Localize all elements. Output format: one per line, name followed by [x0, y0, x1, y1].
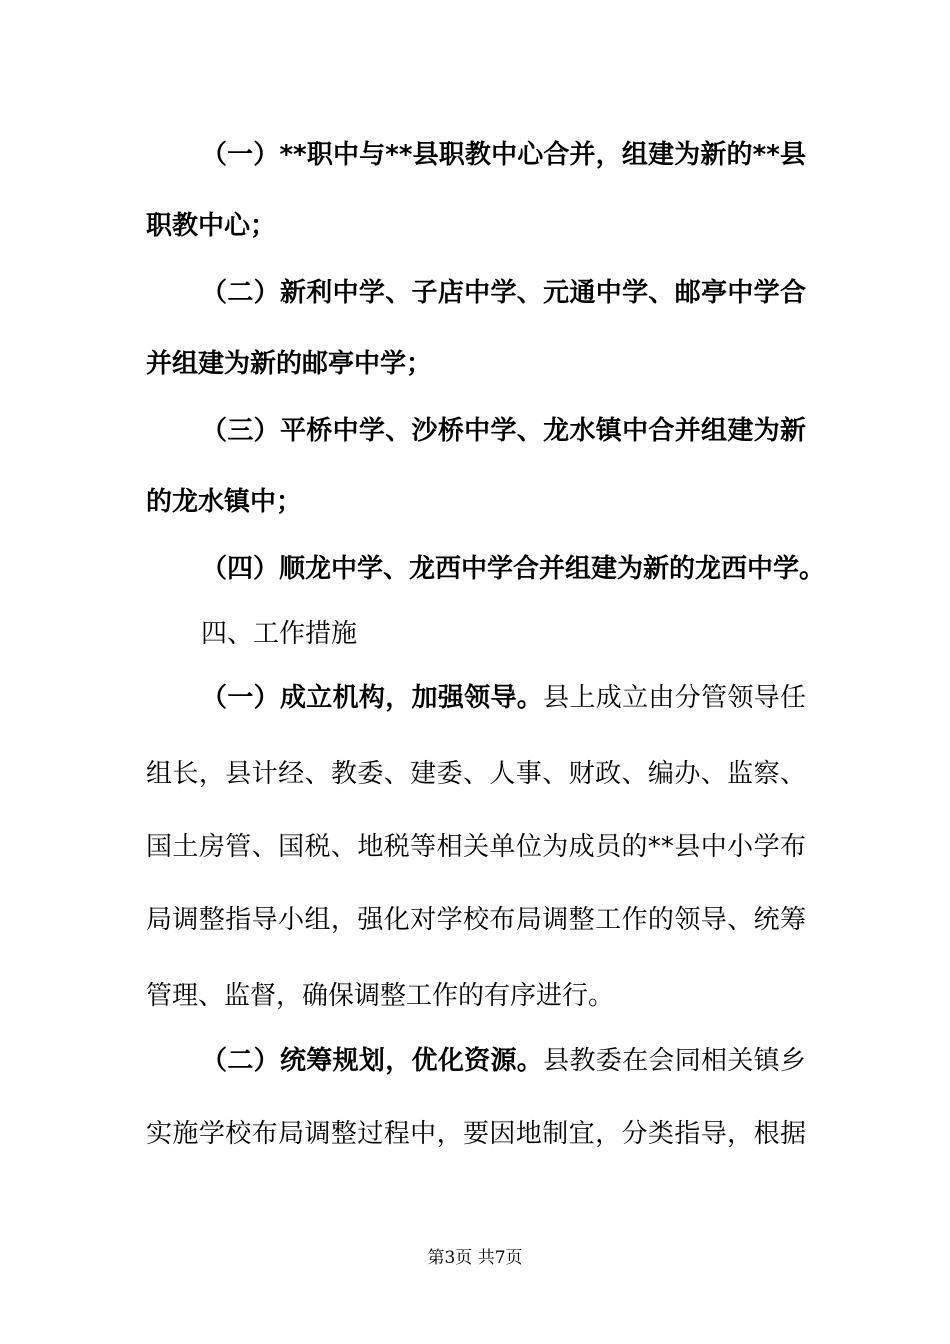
measure-title: （一）成立机构，加强领导。 [201, 683, 544, 713]
paragraph-line: （三）平桥中学、沙桥中学、龙水镇中合并组建为新 [201, 416, 806, 446]
paragraph-line: 并组建为新的邮亭中学； [146, 349, 433, 379]
measure-text: 县上成立由分管领导任 [543, 683, 806, 713]
paragraph-line [201, 682, 806, 714]
paragraph-line: 实施学校布局调整过程中，要因地制宜，分类指导，根据 [146, 1119, 806, 1149]
measure-title: （二）统筹规划，优化资源。 [201, 1046, 544, 1076]
paragraph-line: 职教中心； [146, 211, 277, 241]
paragraph-line: （一）**职中与**县职教中心合并，组建为新的**县 [201, 140, 806, 170]
paragraph-line [201, 1045, 806, 1077]
paragraph-line: 国土房管、国税、地税等相关单位为成员的**县中小学布 [146, 832, 806, 862]
section-heading: 四、工作措施 [201, 619, 358, 649]
paragraph-line: （二）新利中学、子店中学、元通中学、邮亭中学合 [201, 278, 806, 308]
paragraph-line: 局调整指导小组，强化对学校布局调整工作的领导、统筹 [146, 905, 806, 935]
page-footer: 第3页 共7页 [427, 1248, 523, 1268]
measure-text: 县教委在会同相关镇乡 [543, 1046, 806, 1076]
paragraph-line: 管理、监督，确保调整工作的有序进行。 [146, 981, 615, 1011]
paragraph-line: （四）顺龙中学、龙西中学合并组建为新的龙西中学。 [201, 554, 826, 584]
paragraph-line: 组长，县计经、教委、建委、人事、财政、编办、监察、 [146, 759, 806, 789]
paragraph-line: 的龙水镇中； [146, 487, 303, 517]
